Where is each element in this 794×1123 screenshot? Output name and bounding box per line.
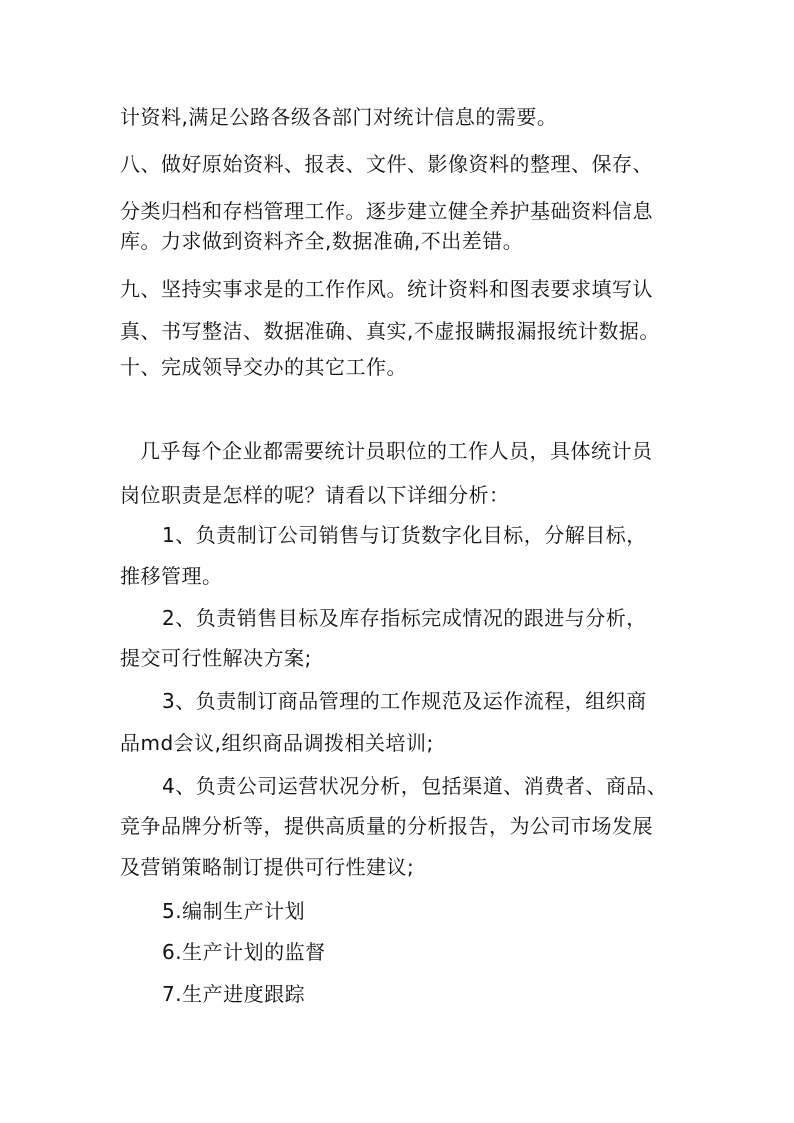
list-item: 1、负责制订公司销售与订货数字化目标，分解目标，	[162, 523, 647, 547]
text-line: 分类归档和存档管理工作。逐步建立健全养护基础资料信息	[120, 199, 653, 223]
text-line: 真、书写整洁、数据准确、真实,不虚报瞒报漏报统计数据。	[120, 319, 660, 343]
text-line: 计资料,满足公路各级各部门对统计信息的需要。	[120, 105, 558, 129]
list-item: 4、负责公司运营状况分析，包括渠道、消费者、商品、	[162, 774, 668, 798]
list-item-continuation: 竞争品牌分析等，提供高质量的分析报告，为公司市场发展	[120, 814, 653, 838]
text-line: 九、坚持实事求是的工作作风。统计资料和图表要求填写认	[120, 277, 653, 301]
list-item-continuation: 推移管理。	[120, 564, 223, 588]
list-item-continuation: 及营销策略制订提供可行性建议;	[120, 855, 415, 879]
intro-line: 岗位职责是怎样的呢？请看以下详细分析：	[120, 483, 510, 507]
list-item-continuation: 品md会议,组织商品调拨相关培训;	[120, 731, 434, 755]
list-item: 5.编制生产计划	[162, 899, 306, 923]
intro-line: 几乎每个企业都需要统计员职位的工作人员，具体统计员	[140, 439, 653, 463]
text-line: 十、完成领导交办的其它工作。	[120, 355, 407, 379]
text-line: 库。力求做到资料齐全,数据准确,不出差错。	[120, 229, 524, 253]
list-item: 6.生产计划的监督	[162, 940, 326, 964]
list-item: 2、负责销售目标及库存指标完成情况的跟进与分析，	[162, 606, 647, 630]
text-line: 八、做好原始资料、报表、文件、影像资料的整理、保存、	[120, 152, 653, 176]
list-item-continuation: 提交可行性解决方案;	[120, 646, 312, 670]
list-item: 3、负责制订商品管理的工作规范及运作流程，组织商	[162, 689, 647, 713]
list-item: 7.生产进度跟踪	[162, 982, 306, 1006]
